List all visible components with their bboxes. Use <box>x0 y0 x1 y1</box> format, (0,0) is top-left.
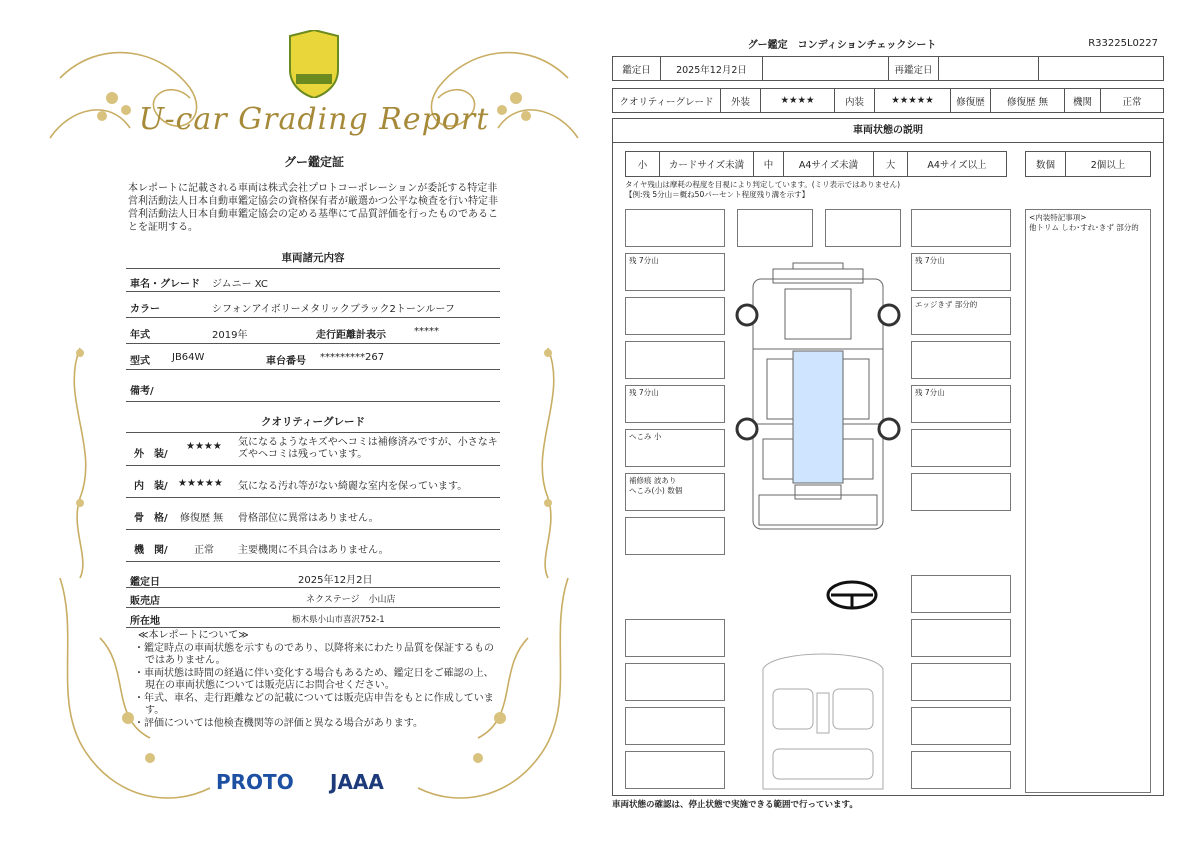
spec-row-year <box>126 318 500 344</box>
frame-value: 修復歴 無 <box>180 513 224 524</box>
int-label: 内装 <box>835 89 875 112</box>
model-value: JB64W <box>172 352 205 363</box>
ext-stars: ★★★★ <box>761 89 835 112</box>
interior-notes-title: <内装特記事項> <box>1029 213 1087 222</box>
interior-stars: ★★★★★ <box>178 478 223 489</box>
exterior-desc: 気になるようなキズやヘコミは補修済みですが、小さなキズやヘコミは残っています。 <box>238 437 498 460</box>
chassis-value: *********267 <box>320 352 385 363</box>
color-value: シフォンアイボリーメタリックブラック2トーンルーフ <box>212 304 455 315</box>
mileage-value: ***** <box>414 326 439 337</box>
callout-box <box>911 663 1011 701</box>
goo-kantei-badge <box>286 30 342 98</box>
callout-box <box>911 575 1011 613</box>
redate-value <box>939 57 1039 80</box>
ext-label: 外装 <box>721 89 761 112</box>
spec-row-remarks <box>126 370 500 402</box>
quality-table <box>612 88 1164 113</box>
name-value: ジムニー XC <box>212 279 268 290</box>
repair-line-1: 補修痕 波あり <box>629 476 677 485</box>
grading-certificate <box>40 18 588 840</box>
interior-notes-box <box>1025 209 1151 793</box>
chassis-label: 車台番号 <box>266 356 306 367</box>
callout-rear-right-tire: 残 7分山 <box>911 385 1011 423</box>
legend-small-desc: カードサイズ未満 <box>660 152 754 176</box>
condition-check-sheet <box>612 30 1164 820</box>
engine-label: 機関 <box>1065 89 1101 112</box>
callout-box <box>625 297 725 335</box>
section-title: 車両状態の説明 <box>613 119 1163 143</box>
callout-front-right-tire: 残 7分山 <box>911 253 1011 291</box>
engine-label: 機 関/ <box>134 545 168 556</box>
date-value: 2025年12月2日 <box>661 57 763 80</box>
sheet-footer-note: 車両状態の確認は、停止状態で実施できる範囲で行っています。 <box>612 800 858 810</box>
shop-label: 販売店 <box>130 596 160 607</box>
date-blank <box>763 57 889 80</box>
note-item: ・評価については他検査機関等の評価と異なる場合があります。 <box>134 717 423 729</box>
engine-desc: 主要機関に不具合はありません。 <box>238 545 389 556</box>
callout-box <box>737 209 813 247</box>
sheet-number: R33225L0227 <box>1088 38 1158 49</box>
grade-row-frame <box>126 498 500 530</box>
size-legend <box>625 151 1007 177</box>
callout-rear-left-tire: 残 7分山 <box>625 385 725 423</box>
date-value: 2025年12月2日 <box>298 575 373 586</box>
date-label: 鑑定日 <box>613 57 661 80</box>
name-label: 車名・グレード <box>130 279 200 290</box>
note-item: ・車両状態は時間の経過に伴い変化する場合もあるため、鑑定日をご確認の上、現在の車両状態については販売店にお問合せください。 <box>134 667 494 691</box>
count-value: 2個以上 <box>1090 160 1126 171</box>
legend-medium: 中 <box>754 152 784 176</box>
history-value: 修復歴 無 <box>991 89 1065 112</box>
vehicle-condition-panel <box>612 118 1164 796</box>
tire-note-2: 【例:残 5分山＝概ね50パーセント程度残り溝を示す】 <box>625 190 810 199</box>
int-stars: ★★★★★ <box>875 89 951 112</box>
location-label: 所在地 <box>130 616 160 627</box>
proto-logo: PROTO <box>216 770 294 794</box>
callout-box <box>911 473 1011 511</box>
location-value: 栃木県小山市喜沢752-1 <box>292 615 385 625</box>
quality-label: クオリティーグレード <box>613 89 721 112</box>
count-legend <box>1025 151 1151 177</box>
repair-line-2: へこみ(小) 数個 <box>629 486 683 495</box>
callout-box <box>625 663 725 701</box>
certificate-title: グー鑑定証 <box>283 155 344 169</box>
model-label: 型式 <box>130 356 150 367</box>
callout-box <box>625 751 725 789</box>
jaaa-logo: JAAA <box>330 770 384 794</box>
vehicle-interior-diagram <box>753 639 893 799</box>
appraisal-row-date <box>126 568 500 588</box>
note-item: ・鑑定時点の車両状態を示すものであり、以降将来にわたり品質を保証するものではありません。 <box>134 642 494 666</box>
callout-box <box>625 209 725 247</box>
grade-row-interior <box>126 466 500 498</box>
callout-box <box>911 209 1011 247</box>
exterior-label: 外 装/ <box>134 449 168 460</box>
callout-box <box>911 751 1011 789</box>
note-item: ・年式、車名、走行距離などの記載については販売店申告をもとに作成しています。 <box>134 692 494 716</box>
mileage-label: 走行距離計表示 <box>316 330 386 341</box>
callout-box <box>625 619 725 657</box>
legend-large-desc: A4サイズ以上 <box>927 160 987 171</box>
interior-label: 内 装/ <box>134 481 168 492</box>
appraisal-row-shop <box>126 588 500 608</box>
grade-row-exterior <box>126 432 500 466</box>
appraisal-row-location <box>126 608 500 628</box>
count-label: 数個 <box>1026 152 1066 176</box>
specs-title: 車両諸元内容 <box>281 252 345 264</box>
callout-box <box>911 619 1011 657</box>
notes-title: ≪本レポートについて≫ <box>138 630 249 641</box>
callout-box <box>625 341 725 379</box>
engine-value: 正常 <box>194 545 214 556</box>
frame-label: 骨 格/ <box>134 513 168 524</box>
history-label: 修復歴 <box>951 89 991 112</box>
callout-repair <box>625 473 725 511</box>
redate-label: 再鑑定日 <box>889 57 939 80</box>
color-label: カラー <box>130 304 160 315</box>
vehicle-top-view-diagram <box>723 259 913 549</box>
remarks-label: 備考/ <box>130 386 154 397</box>
legend-medium-desc: A4サイズ未満 <box>784 152 874 176</box>
callout-box <box>911 429 1011 467</box>
grade-row-engine <box>126 530 500 562</box>
legend-large: 大 <box>874 152 908 176</box>
date-table <box>612 56 1164 81</box>
callout-dent: へこみ 小 <box>625 429 725 467</box>
legend-small: 小 <box>626 152 660 176</box>
callout-edge-scratch: エッジきず 部分的 <box>911 297 1011 335</box>
year-label: 年式 <box>130 330 150 341</box>
year-value: 2019年 <box>212 330 248 341</box>
shop-value: ネクステージ 小山店 <box>306 595 396 605</box>
date-label: 鑑定日 <box>130 577 160 588</box>
callout-front-left-tire: 残 7分山 <box>625 253 725 291</box>
certificate-body: 本レポートに記載される車両は株式会社プロトコーポレーションが委託する特定非営利活動法人日本自動車鑑定協会の資格保有者が厳選かつ公平な検査を行い特定非営利活動法人日本自動車鑑定協会の定める基準にて品質評価を行ったものであることを証明する。 <box>128 183 498 233</box>
sheet-title: グー鑑定 コンディションチェックシート <box>747 40 937 51</box>
callout-box <box>625 517 725 555</box>
callout-box <box>911 341 1011 379</box>
callout-box <box>825 209 901 247</box>
exterior-stars: ★★★★ <box>186 441 222 452</box>
steering-wheel-icon <box>825 579 879 611</box>
engine-value: 正常 <box>1122 96 1142 108</box>
redate-blank <box>1039 57 1163 80</box>
spec-row-name <box>126 268 500 292</box>
interior-desc: 気になる汚れ等がない綺麗な室内を保っています。 <box>238 481 468 492</box>
callout-box <box>625 707 725 745</box>
frame-desc: 骨格部位に異常はありません。 <box>238 513 379 524</box>
interior-notes-value: 他トリム しわ･すれ･きず 部分的 <box>1029 223 1139 232</box>
tire-note-1: タイヤ残山は摩耗の程度を目視により判定しています。(ミリ表示ではありません) <box>625 180 901 189</box>
spec-row-model <box>126 344 500 370</box>
grade-title: クオリティーグレード <box>261 416 365 428</box>
report-script-title: U-car Grading Report <box>138 102 490 137</box>
report-notes <box>134 630 494 730</box>
callout-box <box>911 707 1011 745</box>
spec-row-color <box>126 292 500 318</box>
